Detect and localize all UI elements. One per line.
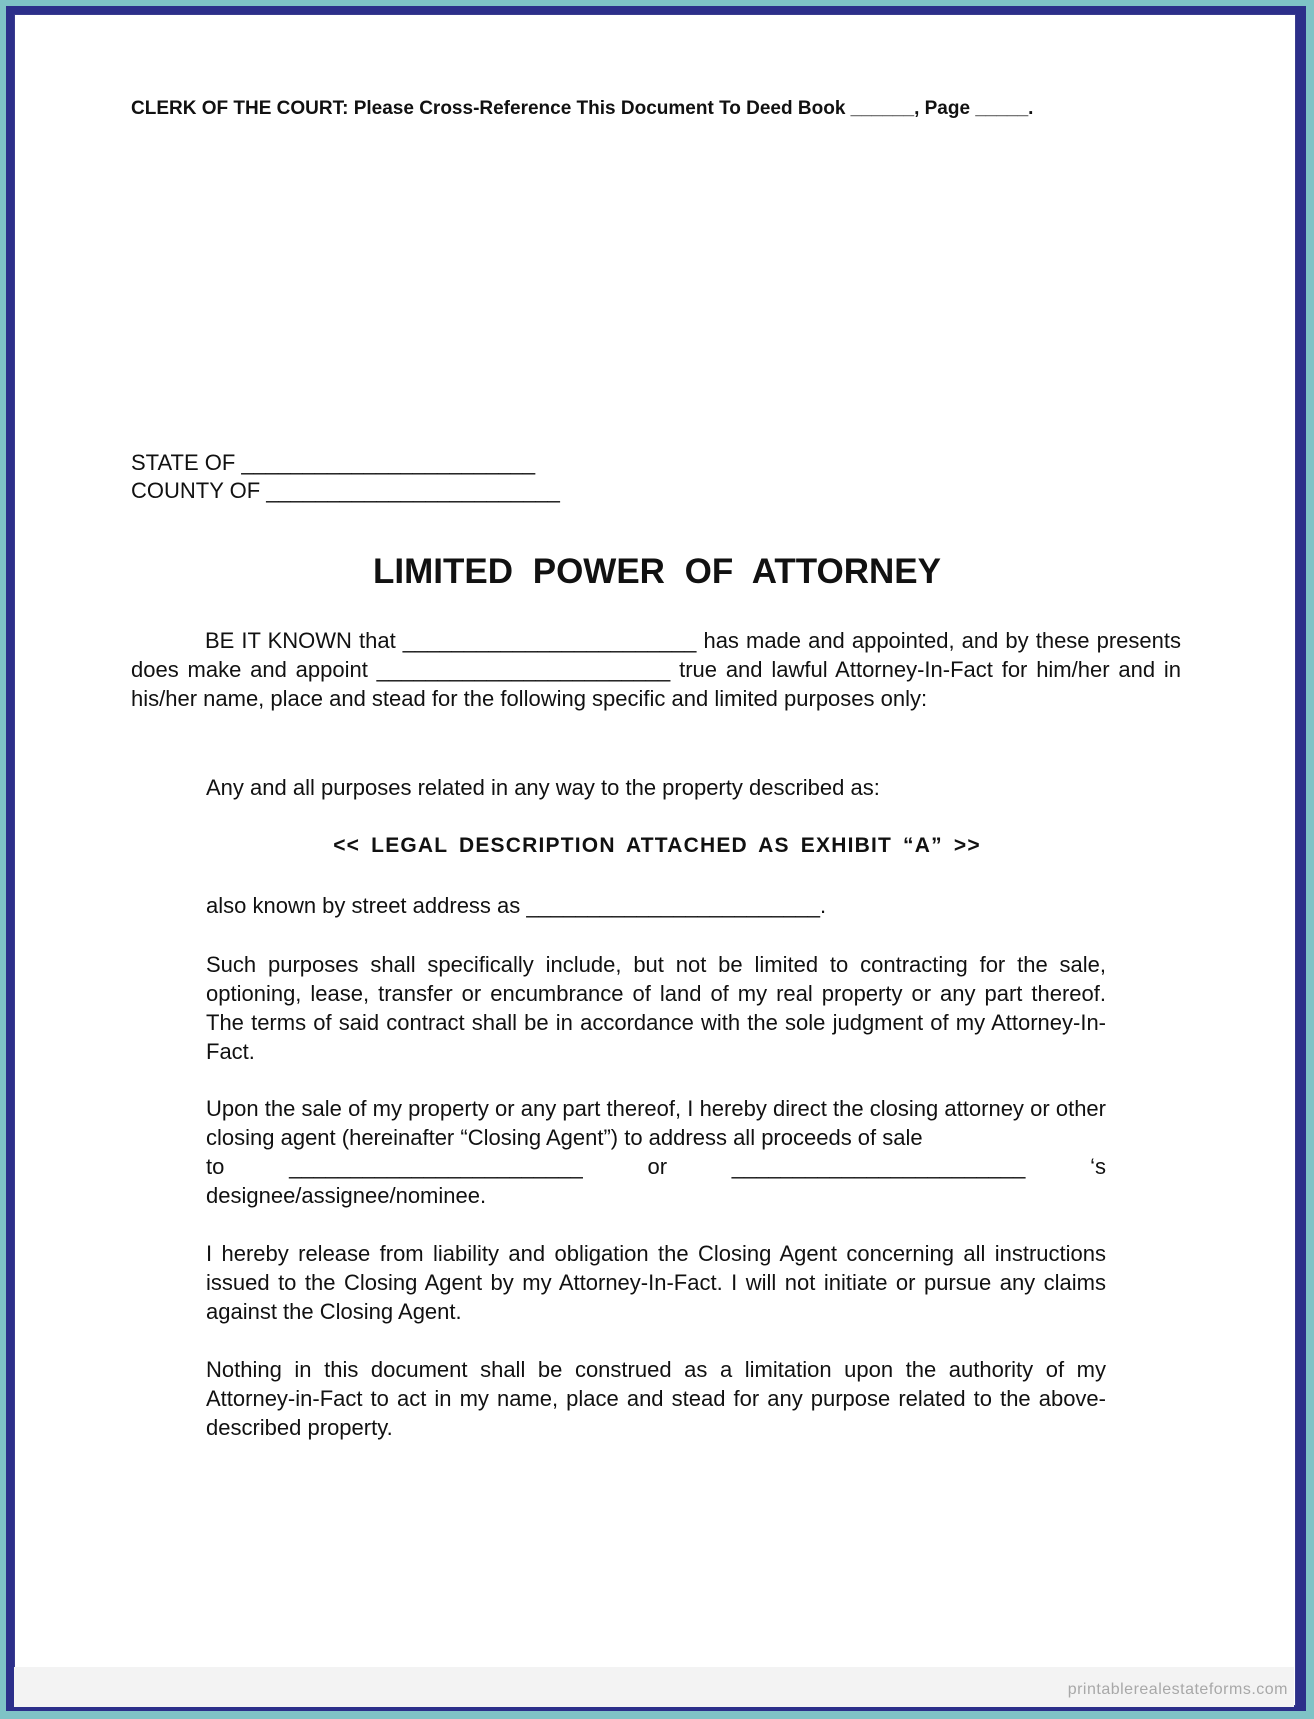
- paragraph-sale-proceeds: [206, 1094, 1106, 1210]
- paragraph-nothing-limits: Nothing in this document shall be construed as a limitation upon the authority of my Attorney-in-Fact to act in my name, place and stead for any purpose related to the above-described property.: [206, 1357, 1106, 1440]
- sale-possessive: ‘s: [1090, 1154, 1106, 1179]
- paragraph-purposes: Any and all purposes related in any way to the property described as:: [206, 775, 880, 800]
- watermark: printablerealestateforms.com: [1067, 1681, 1288, 1698]
- legal-description-note: << LEGAL DESCRIPTION ATTACHED AS EXHIBIT “A” >>: [333, 834, 981, 857]
- county-line: COUNTY OF ________________________: [131, 478, 560, 503]
- state-line: STATE OF ________________________: [131, 450, 536, 475]
- paragraph-be-it-known: BE IT KNOWN that ________________________ has made and appointed, and by these presents does make and appoint ________________________ true and lawful Attorney-In-Fact for him/her and in his/her name, place and stead for the following specific and limited purposes only:: [131, 628, 1181, 711]
- sale-intro: Upon the sale of my property or any part thereof, I hereby direct the closing attorney or other closing agent (hereinafter “Closing Agent”) to address all proceeds of sale: [206, 1096, 1106, 1150]
- paragraph-street-address: also known by street address as ________________________.: [206, 893, 827, 918]
- document-page: [14, 14, 1296, 1706]
- document-title: LIMITED POWER OF ATTORNEY: [373, 552, 941, 591]
- sale-to: to: [206, 1154, 225, 1179]
- sale-distribution-line: [206, 1152, 1106, 1181]
- paragraph-release: I hereby release from liability and obligation the Closing Agent concerning all instructions issued to the Closing Agent by my Attorney-In-Fact. I will not initiate or pursue any claims against the Closing Agent.: [206, 1241, 1106, 1324]
- paragraph-such-purposes: Such purposes shall specifically include, but not be limited to contracting for the sale, optioning, lease, transfer or encumbrance of land of my real property or any part thereof. The terms of said contract shall be in accordance with the sole judgment of my Attorney-In-Fact.: [206, 952, 1106, 1064]
- sale-end: designee/assignee/nominee.: [206, 1183, 487, 1208]
- clerk-instruction: CLERK OF THE COURT: Please Cross-Reference This Document To Deed Book ______, Page _____.: [131, 98, 1034, 119]
- sale-blank-2: ________________________: [731, 1154, 1026, 1179]
- sale-or: or: [647, 1154, 668, 1179]
- sale-blank-1: ________________________: [289, 1154, 583, 1179]
